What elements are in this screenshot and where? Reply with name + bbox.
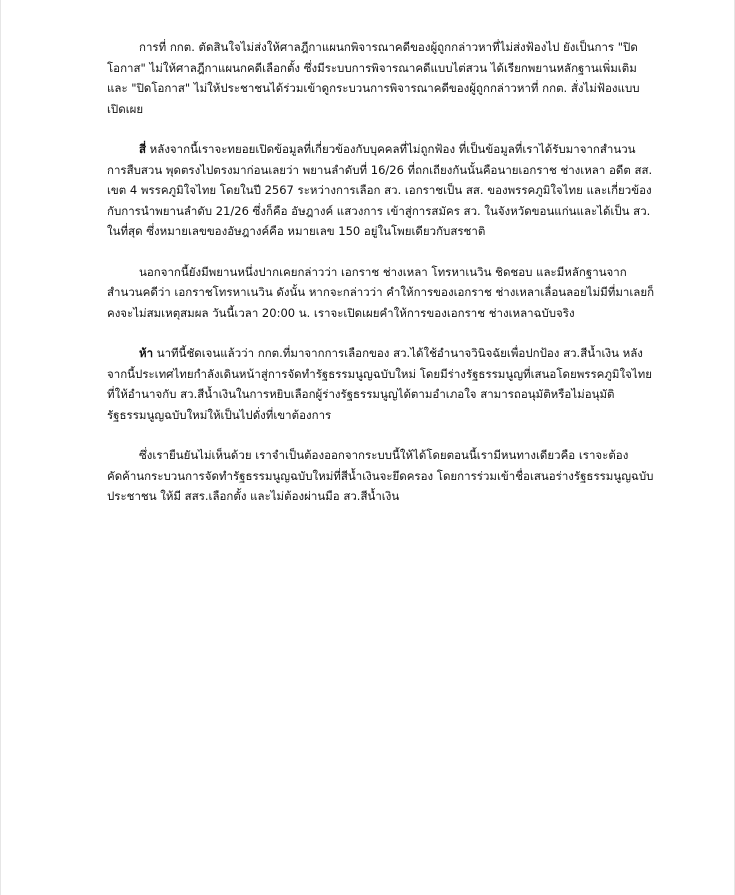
paragraph-2-lead: สี่ bbox=[139, 142, 147, 156]
paragraph-2 bbox=[107, 139, 655, 242]
paragraph-4 bbox=[107, 343, 655, 425]
paragraph-4-text: นาทีนี้ชัดเจนแล้วว่า กกต.ที่มาจากการเลือกของ สว.ได้ใช้อำนาจวินิจฉัยเพื่อปกป้อง สว.สีน้ำเงิน หลังจากนี้ประเทศไทยกำลังเดินหน้าสู่การจัดทำรัฐธรรมนูญฉบับใหม่ โดยมีร่างรัฐธรรมนูญที่เสนอโดยพรรคภูมิใจไทยที่ให้อำนาจกับ สว.สีน้ำเงินในการหยิบเลือกผู้ร่างรัฐธรรมนูญได้ตามอำเภอใจ สามารถอนุมัติหรือไม่อนุมัติรัฐธรรมนูญฉบับใหม่ให้เป็นไปดั่งที่เขาต้องการ bbox=[107, 346, 652, 422]
paragraph-5-text: ซึ่งเรายืนยันไม่เห็นด้วย เราจำเป็นต้องออกจากระบบนี้ให้ได้โดยตอนนี้เรามีหนทางเดียวคือ เราจะต้องคัดค้านกระบวนการจัดทำรัฐธรรมนูญฉบับใหม่ที่สีน้ำเงินจะยึดครอง โดยการร่วมเข้าชื่อเสนอร่างรัฐธรรมนูญฉบับประชาชน ให้มี สสร.เลือกตั้ง และไม่ต้องผ่านมือ สว.สีน้ำเงิน bbox=[107, 448, 654, 503]
paragraph-5 bbox=[107, 445, 655, 507]
paragraph-3-text: นอกจากนี้ยังมีพยานหนึ่งปากเคยกล่าวว่า เอกราช ช่างเหลา โทรหาเนวิน ชิดชอบ และมีหลักฐานจากสำนวนคดีว่า เอกราชโทรหาเนวิน ดังนั้น หากจะกล่าวว่า คำให้การของเอกราช ช่างเหลาเลื่อนลอยไม่มีที่มาเลยก็คงจะไม่สมเหตุสมผล วันนี้เวลา 20:00 น. เราจะเปิดเผยคำให้การของเอกราช ช่างเหลาฉบับจริง bbox=[107, 264, 655, 320]
document-body bbox=[107, 37, 655, 527]
paragraph-3 bbox=[107, 262, 655, 324]
paragraph-1 bbox=[107, 37, 655, 119]
paragraph-2-text: หลังจากนี้เราจะทยอยเปิดข้อมูลที่เกี่ยวข้องกับบุคคลที่ไม่ถูกฟ้อง ที่เป็นข้อมูลที่เราได้รับมาจากสำนวนการสืบสวน พุดตรงไปตรงมาก่อนเลยว่า พยานลำดับที่ 16/26 ที่ถกเถียงกันนั้นคือนายเอกราช ช่างเหลา อดีต สส. เขต 4 พรรคภูมิใจไทย โดยในปี 2567 ระหว่างการเลือก สว. เอกราชเป็น สส. ของพรรคภูมิใจไทย และเกี่ยวข้องกับการนำพยานลำดับ 21/26 ซึ่งก็คือ อัษฎางค์ แสวงการ เข้าสู่การสมัคร สว. ในจังหวัดขอนแก่นและได้เป็น สว. ในที่สุด ซึ่งหมายเลขของอัษฎางค์คือ หมายเลข 150 อยู่ในโพยเดียวกับสรชาติ bbox=[107, 142, 653, 238]
paragraph-4-lead: ห้า bbox=[139, 346, 154, 360]
paragraph-1-text: การที่ กกต. ตัดสินใจไม่ส่งให้ศาลฎีกาแผนกพิจารณาคดีของผู้ถูกกล่าวหาที่ไม่ส่งฟ้องไป ยังเป็นการ "ปิดโอกาส" ไม่ให้ศาลฎีกาแผนกคดีเลือกตั้ง ซึ่งมีระบบการพิจารณาคดีแบบไต่สวน ได้เรียกพยานหลักฐานเพิ่มเติม และ "ปิดโอกาส" ไม่ให้ประชาชนได้ร่วมเข้าดูกระบวนการพิจารณาคดีของผู้ถูกกล่าวหาที่ กกต. สั่งไม่ฟ้องแบบเปิดเผย bbox=[107, 40, 640, 116]
